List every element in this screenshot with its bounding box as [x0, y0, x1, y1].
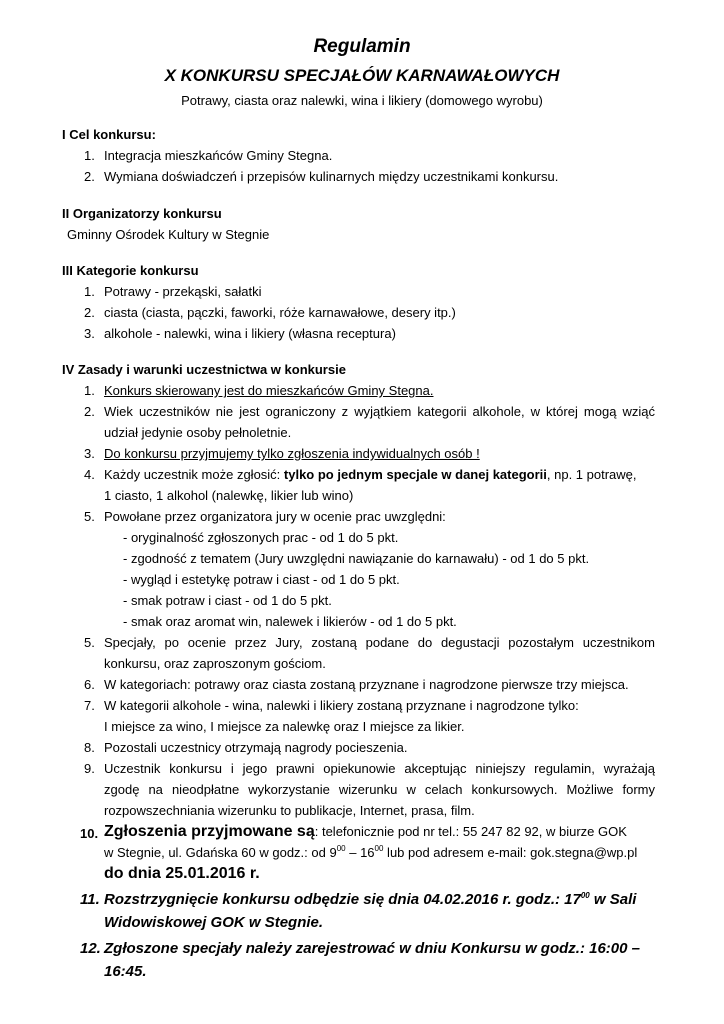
criteria-item: - oryginalność zgłoszonych prac - od 1 do 5 pkt.	[123, 530, 399, 545]
emphasis-text: Zgłoszenia przyjmowane są	[104, 823, 315, 840]
list-number: 10.	[80, 826, 99, 841]
contest-title: X KONKURSU SPECJAŁÓW KARNAWAŁOWYCH	[164, 66, 560, 85]
section-heading-goal: I Cel konkursu:	[62, 127, 156, 142]
section-heading-organizers: II Organizatorzy konkursu	[62, 206, 222, 221]
list-item: Wymiana doświadczeń i przepisów kulinarnych między uczestnikami konkursu.	[104, 169, 559, 184]
criteria-item: - smak potraw i ciast - od 1 do 5 pkt.	[123, 593, 332, 608]
list-item: Wiek uczestników nie jest ograniczony z wyjątkiem kategorii alkohole, w której mogą wziąć	[104, 404, 655, 419]
text-span: – 16	[345, 845, 375, 860]
list-number: 5.	[84, 635, 95, 650]
section-heading-rules: IV Zasady i warunki uczestnictwa w konkursie	[62, 362, 346, 377]
list-number: 7.	[84, 698, 95, 713]
list-item-continuation: I miejsce za wino, I miejsce za nalewkę oraz I miejsce za likier.	[104, 719, 465, 734]
text-span: , np. 1 potrawę,	[546, 467, 637, 482]
criteria-item: - smak oraz aromat win, nalewek i likierów - od 1 do 5 pkt.	[123, 614, 457, 629]
list-item	[104, 465, 637, 485]
list-item-continuation: 16:45.	[104, 963, 147, 980]
list-number: 8.	[84, 740, 95, 755]
text-span: Rozstrzygnięcie konkursu odbędzie się dnia 04.02.2016 r. godz.: 17	[104, 891, 581, 908]
list-item: Specjały, po ocenie przez Jury, zostaną podane do degustacji pozostałym uczestnikom	[104, 635, 655, 650]
list-item: alkohole - nalewki, wina i likiery (własna receptura)	[104, 326, 396, 341]
section-heading-categories: III Kategorie konkursu	[62, 263, 199, 278]
text-span: : telefonicznie pod nr tel.: 55 247 82 92, w biurze GOK	[314, 824, 627, 839]
superscript: 00	[336, 844, 346, 853]
list-item: Do konkursu przyjmujemy tylko zgłoszenia indywidualnych osób !	[104, 446, 480, 461]
list-number: 2.	[84, 305, 95, 320]
text-span: Każdy uczestnik może zgłosić:	[104, 467, 284, 482]
text-span: lub pod adresem e-mail: gok.stegna@wp.pl	[383, 845, 638, 860]
list-item-continuation: udział jedynie osoby pełnoletnie.	[104, 425, 292, 440]
criteria-item: - zgodność z tematem (Jury uwzględni nawiązanie do karnawału) - od 1 do 5 pkt.	[123, 551, 590, 566]
list-number: 12.	[80, 940, 101, 957]
list-item: W kategorii alkohole - wina, nalewki i likiery zostaną przyznane i nagrodzone tylko:	[104, 698, 579, 713]
list-item-continuation: rozpowszechniania wizerunku to publikacje, Internet, prasa, film.	[104, 803, 475, 818]
list-item	[104, 820, 627, 844]
list-number: 3.	[84, 446, 95, 461]
list-item: Potrawy - przekąski, sałatki	[104, 284, 262, 299]
list-item-continuation: zgodę na nieodpłatne wykorzystanie wizerunku w celach konkursowych. Możliwe formy	[104, 782, 655, 797]
contest-tagline: Potrawy, ciasta oraz nalewki, wina i likiery (domowego wyrobu)	[181, 93, 543, 108]
text-span: w Stegnie, ul. Gdańska 60 w godz.: od 9	[104, 845, 337, 860]
list-item: Integracja mieszkańców Gminy Stegna.	[104, 148, 333, 163]
list-item: Zgłoszone specjały należy zarejestrować w dniu Konkursu w godz.: 16:00 –	[104, 940, 640, 957]
list-item: Konkurs skierowany jest do mieszkańców Gminy Stegna.	[104, 383, 434, 398]
list-item-continuation: 1 ciasto, 1 alkohol (nalewkę, likier lub wino)	[104, 488, 354, 503]
list-number: 2.	[84, 404, 95, 419]
list-number: 1.	[84, 148, 95, 163]
list-item: W kategoriach: potrawy oraz ciasta zostaną przyznane i nagrodzone pierwsze trzy miejsca.	[104, 677, 629, 692]
list-number: 6.	[84, 677, 95, 692]
list-number: 1.	[84, 284, 95, 299]
superscript: 00	[580, 891, 590, 900]
list-item: ciasta (ciasta, pączki, faworki, róże karnawałowe, desery itp.)	[104, 305, 456, 320]
criteria-item: - wygląd i estetykę potraw i ciast - od 1 do 5 pkt.	[123, 572, 400, 587]
list-number: 11.	[80, 891, 100, 908]
page-title: Regulamin	[313, 36, 411, 57]
list-number: 9.	[84, 761, 95, 776]
list-item-continuation: Widowiskowej GOK w Stegnie.	[104, 914, 324, 931]
superscript: 00	[374, 844, 384, 853]
list-item: Uczestnik konkursu i jego prawni opiekunowie akceptując niniejszy regulamin, wyrażają	[104, 761, 655, 776]
emphasis-text: tylko po jednym specjale w danej kategorii	[283, 467, 547, 482]
list-number: 3.	[84, 326, 95, 341]
list-item: Powołane przez organizatora jury w ocenie prac uwzględni:	[104, 509, 446, 524]
list-number: 4.	[84, 467, 95, 482]
list-number: 5.	[84, 509, 95, 524]
list-item-continuation	[104, 843, 637, 863]
list-item-continuation: konkursu, oraz zaproszonym gościom.	[104, 656, 326, 671]
text-span: w Sali	[589, 891, 637, 908]
deadline-text: do dnia 25.01.2016 r.	[104, 865, 260, 882]
list-number: 1.	[84, 383, 95, 398]
list-number: 2.	[84, 169, 95, 184]
list-item	[104, 888, 636, 912]
organizer-name: Gminny Ośrodek Kultury w Stegnie	[67, 227, 270, 242]
list-item: Pozostali uczestnicy otrzymają nagrody pocieszenia.	[104, 740, 408, 755]
